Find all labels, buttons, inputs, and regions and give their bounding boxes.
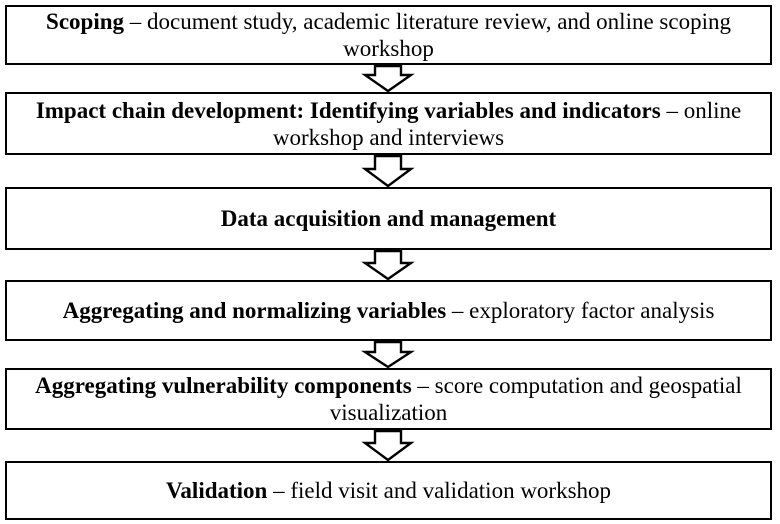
step-validation-title: Validation xyxy=(165,478,268,503)
step-scoping-detail: – document study, academic literature review, and online scoping workshop xyxy=(124,9,731,61)
step-aggregating-variables-detail: – exploratory factor analysis xyxy=(446,298,715,323)
step-aggregating-components-text xyxy=(17,372,760,426)
step-aggregating-components-box xyxy=(5,368,772,430)
step-aggregating-components-title: Aggregating vulnerability components xyxy=(35,373,412,398)
step-scoping-title: Scoping xyxy=(46,9,125,34)
step-impact-chain-text xyxy=(17,97,760,151)
step-scoping-box xyxy=(5,5,772,65)
step-data-acquisition-title: Data acquisition and management xyxy=(220,206,557,231)
step-aggregating-variables-title: Aggregating and normalizing variables xyxy=(62,298,447,323)
step-impact-chain-box xyxy=(5,92,772,155)
down-arrow-icon xyxy=(365,431,411,460)
step-data-acquisition-box xyxy=(5,187,772,250)
step-aggregating-components-detail: – score computation and geospatial visualization xyxy=(329,373,742,425)
step-validation-text xyxy=(166,477,611,504)
step-impact-chain-title: Impact chain development: Identifying variables and indicators xyxy=(35,97,661,123)
step-validation-box xyxy=(5,461,772,520)
step-validation-detail: – field visit and validation workshop xyxy=(267,478,612,503)
step-aggregating-variables-box xyxy=(5,280,772,341)
down-arrow-icon xyxy=(365,251,411,279)
step-impact-chain-detail: – online workshop and interviews xyxy=(272,97,742,150)
down-arrow-icon xyxy=(365,66,411,91)
step-aggregating-variables-text xyxy=(63,297,715,324)
down-arrow-icon xyxy=(365,342,411,367)
step-data-acquisition-text xyxy=(221,205,556,232)
step-scoping-text xyxy=(17,8,760,62)
down-arrow-icon xyxy=(365,156,411,186)
